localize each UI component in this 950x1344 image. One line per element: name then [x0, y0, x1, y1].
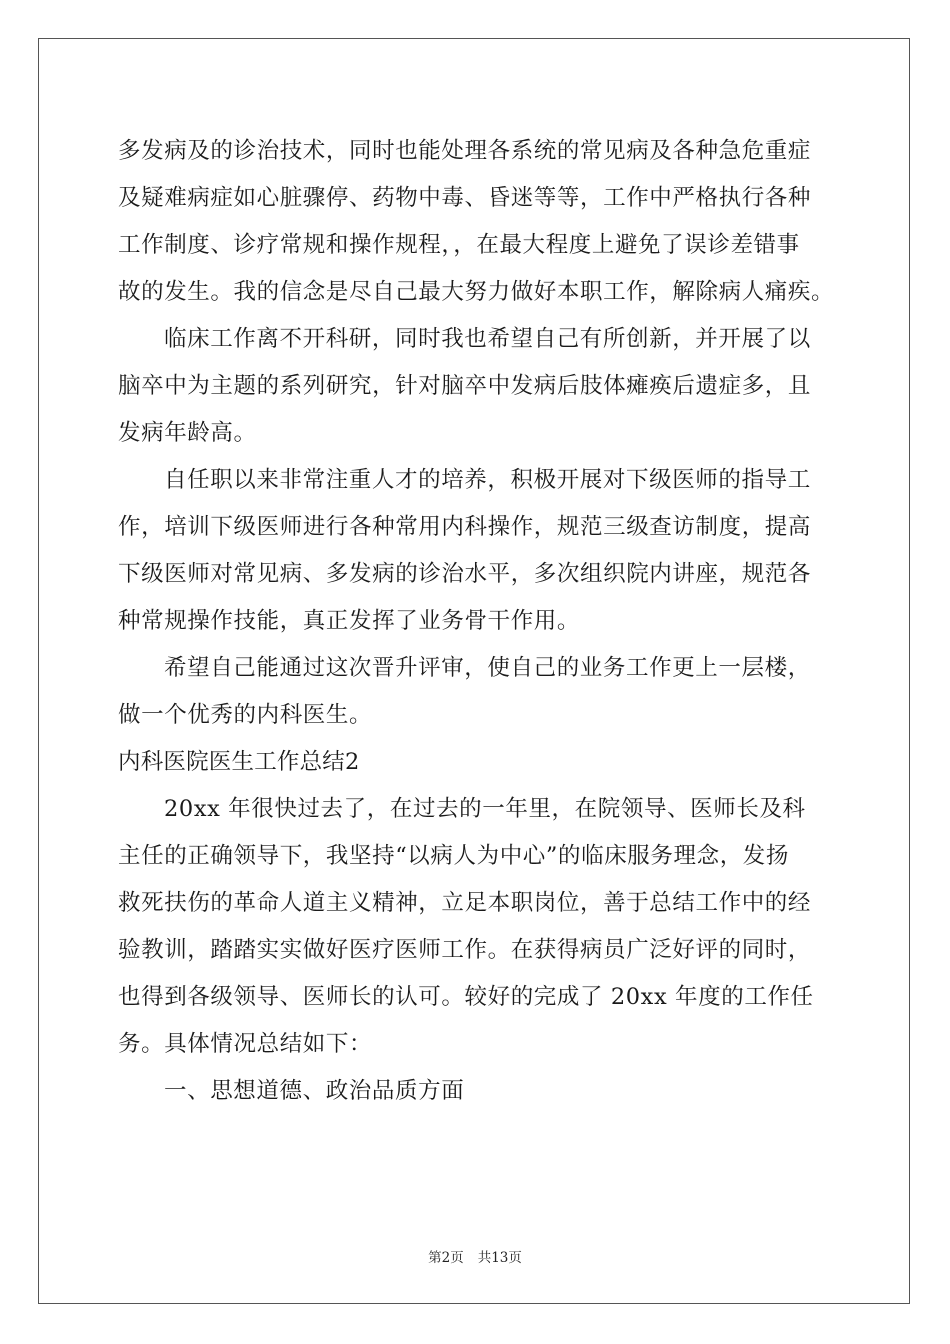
text-line-19: 也得到各级领导、医师长的认可。较好的完成了 20xx 年度的工作任	[118, 984, 814, 1010]
text-line-15: 20xx 年很快过去了，在过去的一年里，在院领导、医师长及科	[164, 796, 806, 822]
text-line-7: 发病年龄高。	[118, 420, 257, 446]
page-number: 第2页	[428, 1250, 464, 1266]
text-line-10: 下级医师对常见病、多发病的诊治水平，多次组织院内讲座，规范各	[118, 561, 812, 587]
text-line-21: 一、思想道德、政治品质方面	[164, 1078, 465, 1104]
text-line-16: 主任的正确领导下，我坚持“以病人为中心”的临床服务理念，发扬	[118, 843, 790, 869]
page-footer	[0, 1246, 950, 1266]
text-line-13: 做一个优秀的内科医生。	[118, 702, 373, 728]
text-line-1: 多发病及的诊治技术，同时也能处理各系统的常见病及各种急危重症	[118, 138, 812, 164]
text-line-3: 工作制度、诊疗常规和操作规程，，在最大程度上避免了误诊差错事	[118, 232, 800, 258]
text-line-18: 验教训，踏踏实实做好医疗医师工作。在获得病员广泛好评的同时，	[118, 937, 812, 963]
text-line-11: 种常规操作技能，真正发挥了业务骨干作用。	[118, 608, 581, 634]
text-line-5: 临床工作离不开科研，同时我也希望自己有所创新，并开展了以	[164, 326, 811, 352]
document-body	[118, 128, 838, 1115]
section-heading: 内科医院医生工作总结2	[118, 749, 360, 775]
text-line-20: 务。具体情况总结如下：	[118, 1031, 373, 1057]
text-line-17: 救死扶伤的革命人道主义精神，立足本职岗位，善于总结工作中的经	[118, 890, 812, 916]
text-line-9: 作，培训下级医师进行各种常用内科操作，规范三级查访制度，提高	[118, 514, 812, 540]
text-line-12: 希望自己能通过这次晋升评审，使自己的业务工作更上一层楼，	[164, 655, 811, 681]
text-line-2: 及疑难病症如心脏骤停、药物中毒、昏迷等等，工作中严格执行各种	[118, 185, 812, 211]
text-line-6: 脑卒中为主题的系列研究，针对脑卒中发病后肢体瘫痪后遗症多，且	[118, 373, 812, 399]
text-line-4: 故的发生。我的信念是尽自己最大努力做好本职工作，解除病人痛疾。	[118, 279, 835, 305]
page-total: 共13页	[477, 1250, 522, 1266]
text-line-8: 自任职以来非常注重人才的培养，积极开展对下级医师的指导工	[164, 467, 811, 493]
